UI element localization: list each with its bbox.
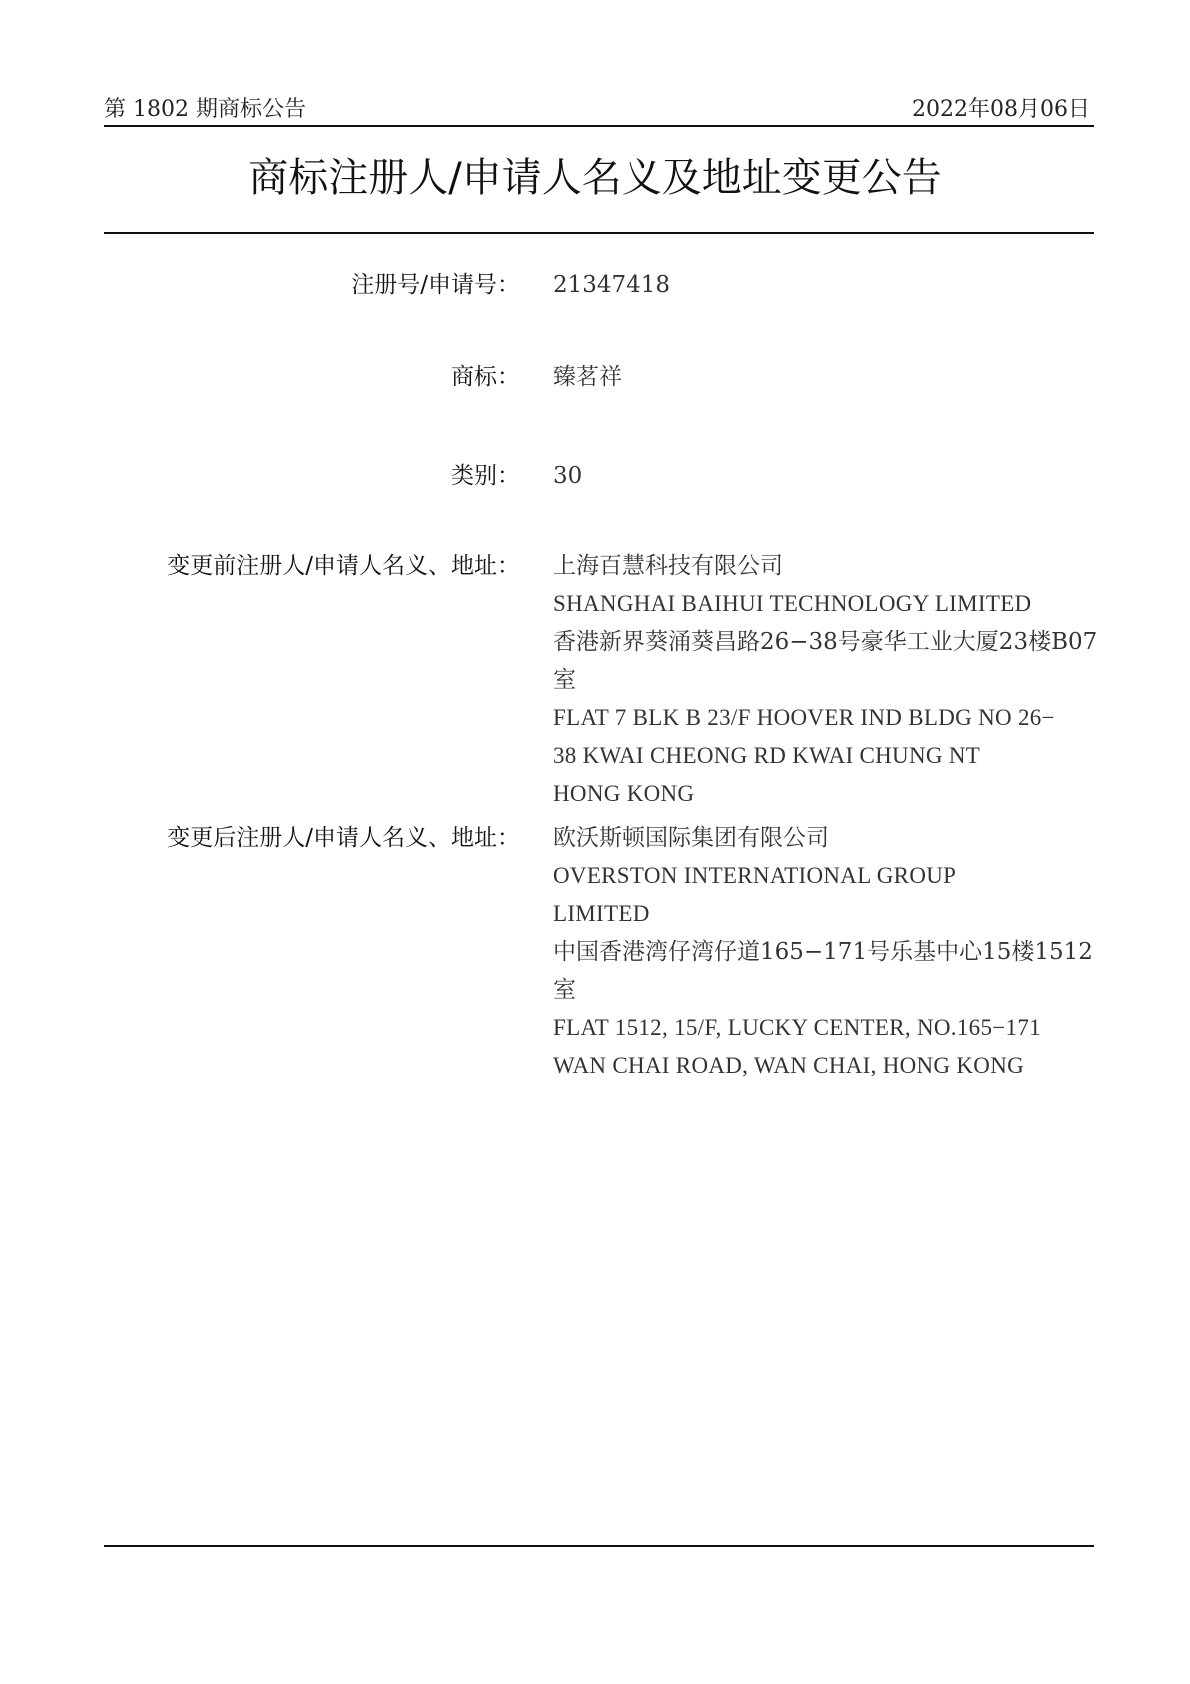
after-label: 变更后注册人/申请人名义、地址： — [167, 825, 520, 851]
mark-text: 臻茗祥 — [553, 364, 622, 390]
before-line: 38 KWAI CHEONG RD KWAI CHUNG NT — [553, 743, 981, 768]
before-line: FLAT 7 BLK B 23/F HOOVER IND BLDG NO 26− — [553, 705, 1055, 730]
after-line: LIMITED — [553, 901, 650, 926]
reg-no-label: 注册号/申请号： — [351, 272, 520, 298]
title-divider — [104, 232, 1094, 234]
reg-no-text: 21347418 — [553, 272, 671, 298]
reg-no-value — [553, 266, 1093, 304]
before-label: 变更前注册人/申请人名义、地址： — [167, 553, 520, 579]
after-line: 欧沃斯顿国际集团有限公司 — [553, 825, 829, 851]
issue-number: 第 1802 期商标公告 — [104, 97, 306, 122]
after-line: OVERSTON INTERNATIONAL GROUP — [553, 863, 957, 888]
before-line: 上海百慧科技有限公司 — [553, 553, 783, 579]
after-line: FLAT 1512, 15/F, LUCKY CENTER, NO.165−171 — [553, 1015, 1041, 1040]
footer-divider — [104, 1545, 1094, 1547]
before-line: SHANGHAI BAIHUI TECHNOLOGY LIMITED — [553, 591, 1032, 616]
before-line: HONG KONG — [553, 781, 695, 806]
class-text: 30 — [553, 463, 583, 489]
after-address — [553, 819, 1093, 1085]
before-line: 香港新界葵涌葵昌路26−38号豪华工业大厦23楼B07 — [553, 629, 1098, 655]
before-address — [553, 547, 1098, 813]
publication-date: 2022年08月06日 — [912, 97, 1090, 122]
page-title: 商标注册人/申请人名义及地址变更公告 — [248, 155, 942, 201]
after-line: 室 — [553, 977, 576, 1003]
mark-value — [553, 358, 1093, 396]
mark-label: 商标： — [451, 364, 520, 390]
class-value — [553, 457, 1093, 495]
before-line: 室 — [553, 667, 576, 693]
class-label: 类别： — [451, 463, 520, 489]
header-divider — [104, 125, 1094, 127]
after-line: 中国香港湾仔湾仔道165−171号乐基中心15楼1512 — [553, 939, 1093, 965]
after-line: WAN CHAI ROAD, WAN CHAI, HONG KONG — [553, 1053, 1025, 1078]
